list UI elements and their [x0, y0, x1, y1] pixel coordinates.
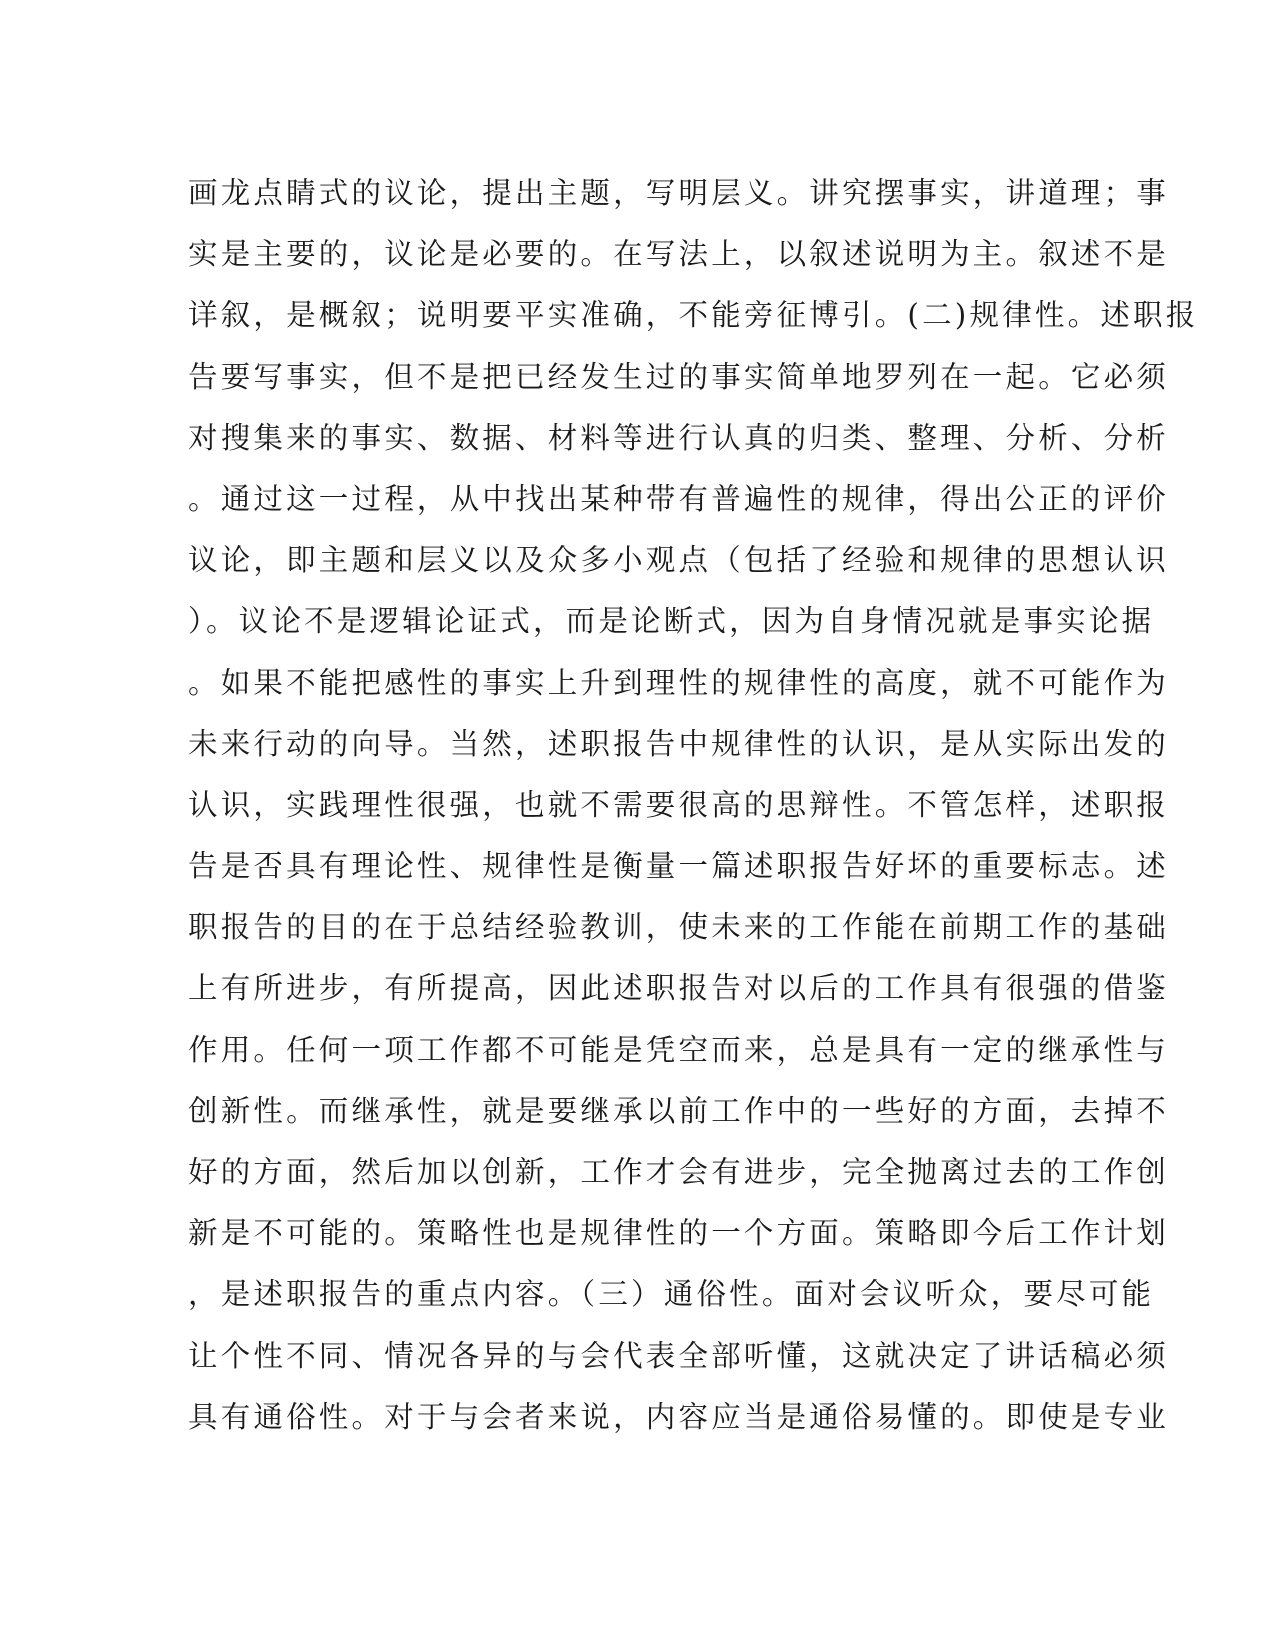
text-line: 新是不可能的。策略性也是规律性的一个方面。策略即今后工作计划 — [188, 1216, 1170, 1251]
body-text — [188, 163, 1199, 1448]
text-line: 创新性。而继承性，就是要继承以前工作中的一些好的方面，去掉不 — [188, 1093, 1170, 1128]
text-line: 未来行动的向导。当然，述职报告中规律性的认识，是从实际出发的 — [188, 726, 1170, 761]
text-line: 。如果不能把感性的事实上升到理性的规律性的高度，就不可能作为 — [188, 665, 1170, 700]
text-line: 让个性不同、情况各异的与会代表全部听懂，这就决定了讲话稿必须 — [188, 1338, 1170, 1373]
text-line: 作用。任何一项工作都不可能是凭空而来，总是具有一定的继承性与 — [188, 1032, 1170, 1067]
text-line: 好的方面，然后加以创新，工作才会有进步，完全抛离过去的工作创 — [188, 1155, 1170, 1189]
text-line: 告是否具有理论性、规律性是衡量一篇述职报告好坏的重要标志。述 — [188, 849, 1170, 884]
text-line: 详叙，是概叙；说明要平实准确，不能旁征博引。(二)规律性。述职报 — [188, 298, 1199, 333]
text-line: 职报告的目的在于总结经验教训，使未来的工作能在前期工作的基础 — [188, 910, 1170, 945]
text-line: 对搜集来的事实、数据、材料等进行认真的归类、整理、分析、分析 — [188, 420, 1170, 455]
text-line: 画龙点睛式的议论，提出主题，写明层义。讲究摆事实，讲道理；事 — [188, 176, 1170, 210]
text-line: ，是述职报告的重点内容。（三）通俗性。面对会议听众，要尽可能 — [188, 1277, 1155, 1312]
text-line: 告要写事实，但不是把已经发生过的事实简单地罗列在一起。它必须 — [188, 359, 1170, 394]
text-line: 实是主要的，议论是必要的。在写法上，以叙述说明为主。叙述不是 — [188, 237, 1170, 272]
text-line: 具有通俗性。对于与会者来说，内容应当是通俗易懂的。即使是专业 — [188, 1399, 1170, 1434]
text-line: 议论，即主题和层义以及众多小观点（包括了经验和规律的思想认识 — [188, 543, 1170, 578]
text-line: 。通过这一过程，从中找出某种带有普遍性的规律，得出公正的评价 — [188, 481, 1170, 516]
text-line: 上有所进步，有所提高，因此述职报告对以后的工作具有很强的借鉴 — [188, 971, 1170, 1006]
text-line: ）。议论不是逻辑论证式，而是论断式，因为自身情况就是事实论据 — [188, 604, 1155, 639]
text-line: 认识，实践理性很强，也就不需要很高的思辩性。不管怎样，述职报 — [188, 787, 1170, 822]
